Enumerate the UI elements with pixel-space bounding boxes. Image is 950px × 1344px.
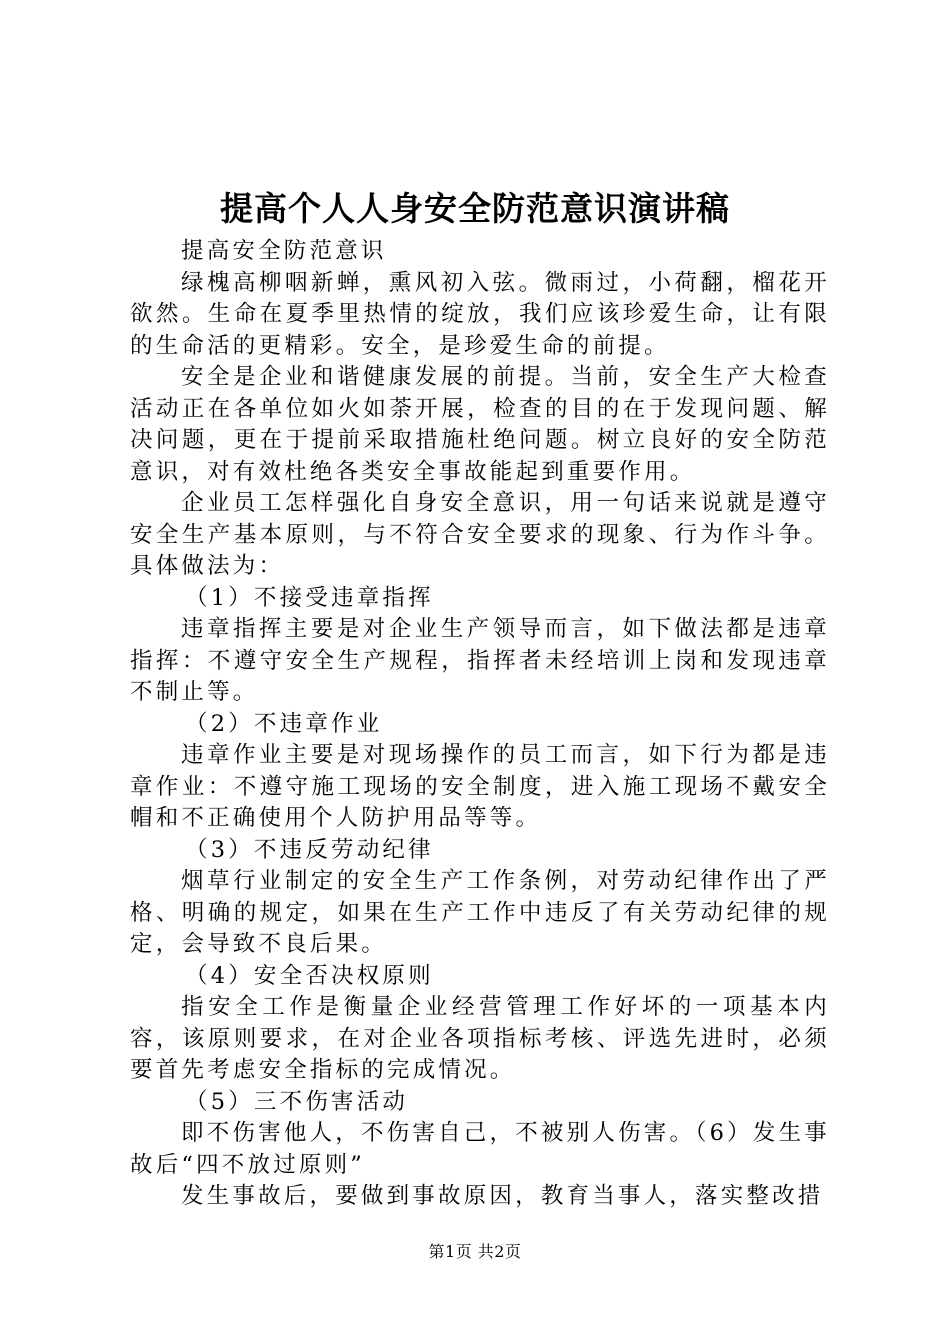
paragraph: 指安全工作是衡量企业经营管理工作好坏的一项基本内容，该原则要求，在对企业各项指标考核、评选先进时，必须要首先考虑安全指标的完成情况。 — [130, 994, 830, 1083]
document-title: 提高个人人身安全防范意识演讲稿 — [220, 189, 730, 228]
paragraph: 烟草行业制定的安全生产工作条例，对劳动纪律作出了严格、明确的规定，如果在生产工作中违反了有关劳动纪律的规定，会导致不良后果。 — [130, 868, 830, 957]
document-body — [130, 236, 830, 1213]
section-heading-1: （1）不接受违章指挥 — [185, 584, 434, 611]
paragraph: 企业员工怎样强化自身安全意识，用一句话来说就是遵守安全生产基本原则，与不符合安全要求的现象、行为作斗争。具体做法为： — [130, 490, 830, 579]
paragraph: 安全是企业和谐健康发展的前提。当前，安全生产大检查活动正在各单位如火如荼开展，检查的目的在于发现问题、解决问题，更在于提前采取措施杜绝问题。树立良好的安全防范意识，对有效杜绝各类安全事故能起到重要作用。 — [130, 364, 830, 485]
paragraph: 违章指挥主要是对企业生产领导而言，如下做法都是违章指挥：不遵守安全生产规程，指挥者未经培训上岗和发现违章不制止等。 — [130, 616, 830, 705]
section-heading-2: （2）不违章作业 — [185, 710, 383, 737]
paragraph: 绿槐高柳咽新蝉，熏风初入弦。微雨过，小荷翻，榴花开欲然。生命在夏季里热情的绽放，我们应该珍爱生命，让有限的生命活的更精彩。安全，是珍爱生命的前提。 — [130, 269, 830, 359]
section-heading-4: （4）安全否决权原则 — [185, 962, 434, 989]
paragraph-subtitle: 提高安全防范意识 — [181, 238, 387, 264]
section-heading-5: （5）三不伤害活动 — [185, 1088, 409, 1115]
paragraph: 发生事故后，要做到事故原因，教育当事人，落实整改措 — [181, 1183, 824, 1209]
paragraph: 违章作业主要是对现场操作的员工而言，如下行为都是违章作业：不遵守施工现场的安全制度，进入施工现场不戴安全帽和不正确使用个人防护用品等等。 — [130, 742, 830, 831]
page-footer: 第1页 共2页 — [428, 1242, 522, 1261]
section-heading-3: （3）不违反劳动纪律 — [185, 836, 434, 863]
paragraph: 即不伤害他人，不伤害自己，不被别人伤害。（6）发生事故后“四不放过原则” — [130, 1120, 830, 1178]
